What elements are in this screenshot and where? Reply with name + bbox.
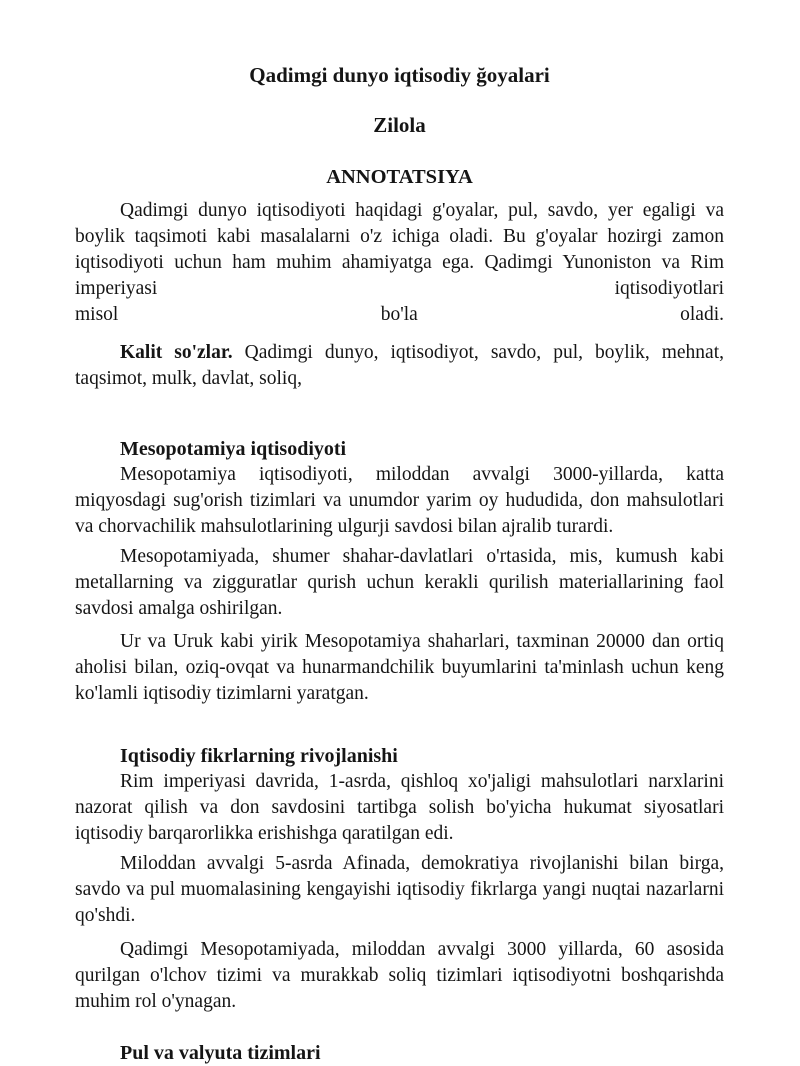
paragraph: Miloddan avvalgi 5-asrda Afinada, demokratiya rivojlanishi bilan birga, savdo va pul muomalasining kengayishi iqtisodiy fikrlarga yangi nuqtai nazarlarni qo'shdi. xyxy=(75,853,724,926)
paragraph: Rim imperiyasi davrida, 1-asrda, qishloq xo'jaligi mahsulotlari narxlarini nazorat qilish va don savdosini tartibga solish bo'yicha hukumat siyosatlari iqtisodiy barqarorlikka erishishga qaratilgan edi. xyxy=(75,771,724,844)
section-heading-mesopotamiya: Mesopotamiya iqtisodiyoti xyxy=(120,438,347,460)
keywords-paragraph xyxy=(75,340,724,392)
annotation-last-line-word: misol xyxy=(75,304,119,325)
annotation-heading: ANNOTATSIYA xyxy=(326,166,473,188)
section-iqtisodiy-fikrlar xyxy=(75,743,724,1015)
section-heading-pul-valyuta: Pul va valyuta tizimlari xyxy=(120,1042,321,1064)
annotation-last-line xyxy=(75,302,724,328)
annotation-paragraph: Qadimgi dunyo iqtisodiyoti haqidagi g'oyalar, pul, savdo, yer egaligi va boylik taqsimoti kabi masalalarni o'z ichiga oladi. Bu g'oyalar hozirgi zamon iqtisodiyoti uchun ham muhim ahamiyatga ega. Qadimgi Yunoniston va Rim imperiyasi iqtisodiyotlari xyxy=(75,200,724,299)
section-pul-valyuta xyxy=(75,1040,724,1066)
document-title: Qadimgi dunyo iqtisodiy ğoyalari xyxy=(249,63,550,87)
paragraph: Mesopotamiyada, shumer shahar-davlatlari o'rtasida, mis, kumush kabi metallarning va zigguratlar qurish uchun kerakli qurilish materiallarining faol savdosi amalga oshirilgan. xyxy=(75,546,724,619)
paragraph: Ur va Uruk kabi yirik Mesopotamiya shaharlari, taxminan 20000 dan ortiq aholisi bilan, oziq-ovqat va hunarmandchilik buyumlarini ta'minlash uchun keng ko'lamli iqtisodiy tizimlarni yaratgan. xyxy=(75,631,724,704)
section-heading-iqtisodiy-fikrlar: Iqtisodiy fikrlarning rivojlanishi xyxy=(120,745,398,767)
paragraph: Qadimgi Mesopotamiyada, miloddan avvalgi 3000 yillarda, 60 asosida qurilgan o'lchov tizimi va murakkab soliq tizimlari iqtisodiyotni boshqarishda muhim rol o'ynagan. xyxy=(75,939,724,1012)
keywords-text: Qadimgi dunyo, iqtisodiyot, savdo, pul, boylik, mehnat, taqsimot, mulk, davlat, soliq, xyxy=(75,342,725,389)
paragraph: Mesopotamiya iqtisodiyoti, miloddan avvalgi 3000-yillarda, katta miqyosdagi sug'orish tizimlari va unumdor yarim oy hududida, don mahsulotlari va chorvachilik mahsulotlarining ulgurji savdosi bilan ajralib turardi. xyxy=(75,464,724,537)
section-mesopotamiya xyxy=(75,436,724,707)
keywords-label: Kalit so'zlar. xyxy=(120,342,233,363)
annotation-last-line-word: oladi. xyxy=(680,304,724,325)
annotation-last-line-word: bo'la xyxy=(380,304,418,325)
author-name: Zilola xyxy=(373,113,426,137)
